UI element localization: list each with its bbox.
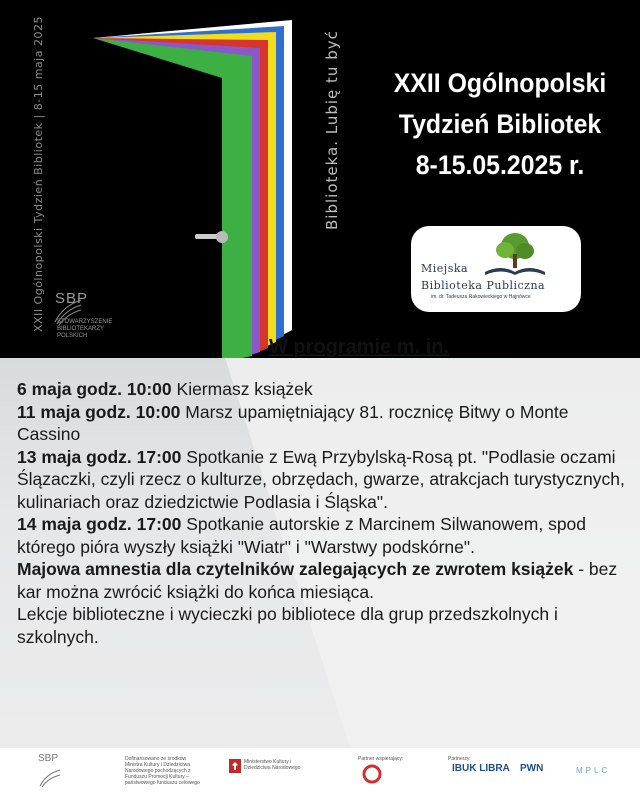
title-line: XXII Ogólnopolski [393,68,607,98]
sbp-line: STOWARZYSZENIE [57,319,113,325]
footer-mplc: MPLC [576,766,611,775]
library-logo [411,226,581,312]
program-text: Spotkanie autorskie z Marcinem Silwanowem, spod którego pióra wyszły książki "Wiatr" i "Warstwy podskórne". [17,514,587,557]
program-item [17,401,632,446]
sbp-footer-icon [38,768,62,788]
library-line1: Miejska [421,262,469,275]
program-date: 14 maja godz. 17:00 [17,514,182,534]
program-list [17,378,632,648]
program-date: 11 maja godz. 10:00 [17,401,181,422]
rainbow-door [0,0,300,360]
program-item [17,558,632,603]
footer-partner-label: Partner wspierający: [358,756,404,762]
tree-book-icon [481,230,561,278]
sbp-swirl-icon [53,296,83,326]
title-line: 8-15.05.2025 r. [415,150,585,180]
program-item [17,446,632,514]
program-date: 6 maja godz. 10:00 [17,379,172,399]
vertical-event-text: XXII Ogólnopolski Tydzień Bibliotek | 8-15 maja 2025 [32,16,45,332]
footer-sponsors [0,748,640,800]
library-line3: im. dr. Tadeusza Rakowieckiego w Hajnówce [431,294,531,300]
program-item [17,603,632,648]
eagle-icon [229,759,241,773]
program-text: Kiermasz książek [171,379,313,399]
program-text: - bez kar można zwrócić książki do końca miesiąca. [17,559,618,602]
event-title [376,63,624,186]
slogan: Biblioteka. Lubię tu być [323,30,341,230]
program-heading: W programie m. in. [269,336,450,358]
program-item [17,378,632,401]
footer-pwn: PWN [520,763,544,774]
title-line: Tydzień Bibliotek [398,109,602,139]
footer-sbp: SBP [38,753,59,764]
footer-partners-label: Partnerzy: [448,756,471,762]
program-item [17,513,632,558]
program-date: 13 maja godz. 17:00 [17,446,182,467]
footer-funding: Dofinansowano ze środków Ministra Kultury i Dziedzictwa Narodowego pochodzących z Funduszu Promocji Kultury – państwowego funduszu celowego [125,756,200,786]
footer-ibuk: IBUK LIBRA [452,763,510,774]
sbp-line: POLSKICH [57,333,88,339]
program-text: Spotkanie z Ewą Przybylską-Rosą pt. "Podlasie oczami Ślązaczki, czyli rzecz o kulturze, obrzędach, gwarze, atrakcjach turystycznych, kulinariach oraz dziedzictwie Podlasia i Śląska". [17,446,625,512]
sbp-logo [55,290,112,340]
program-text: Lekcje biblioteczne i wycieczki po bibliotece dla grup przedszkolnych i szkolnych. [17,604,558,647]
program-amnesty: Majowa amnestia dla czytelników zalegających ze zwrotem książek [17,559,574,579]
partner-circle-icon [362,764,382,784]
sbp-line: BIBLIOTEKARZY [57,326,105,332]
sbp-abbr: SBP [55,290,89,307]
library-line2: Biblioteka Publiczna [421,279,546,292]
program-text: Marsz upamiętniający 81. rocznicę Bitwy o Monte Cassino [17,401,569,444]
footer-ministry: Ministerstwo Kultury i Dziedzictwa Narodowego [244,759,301,771]
